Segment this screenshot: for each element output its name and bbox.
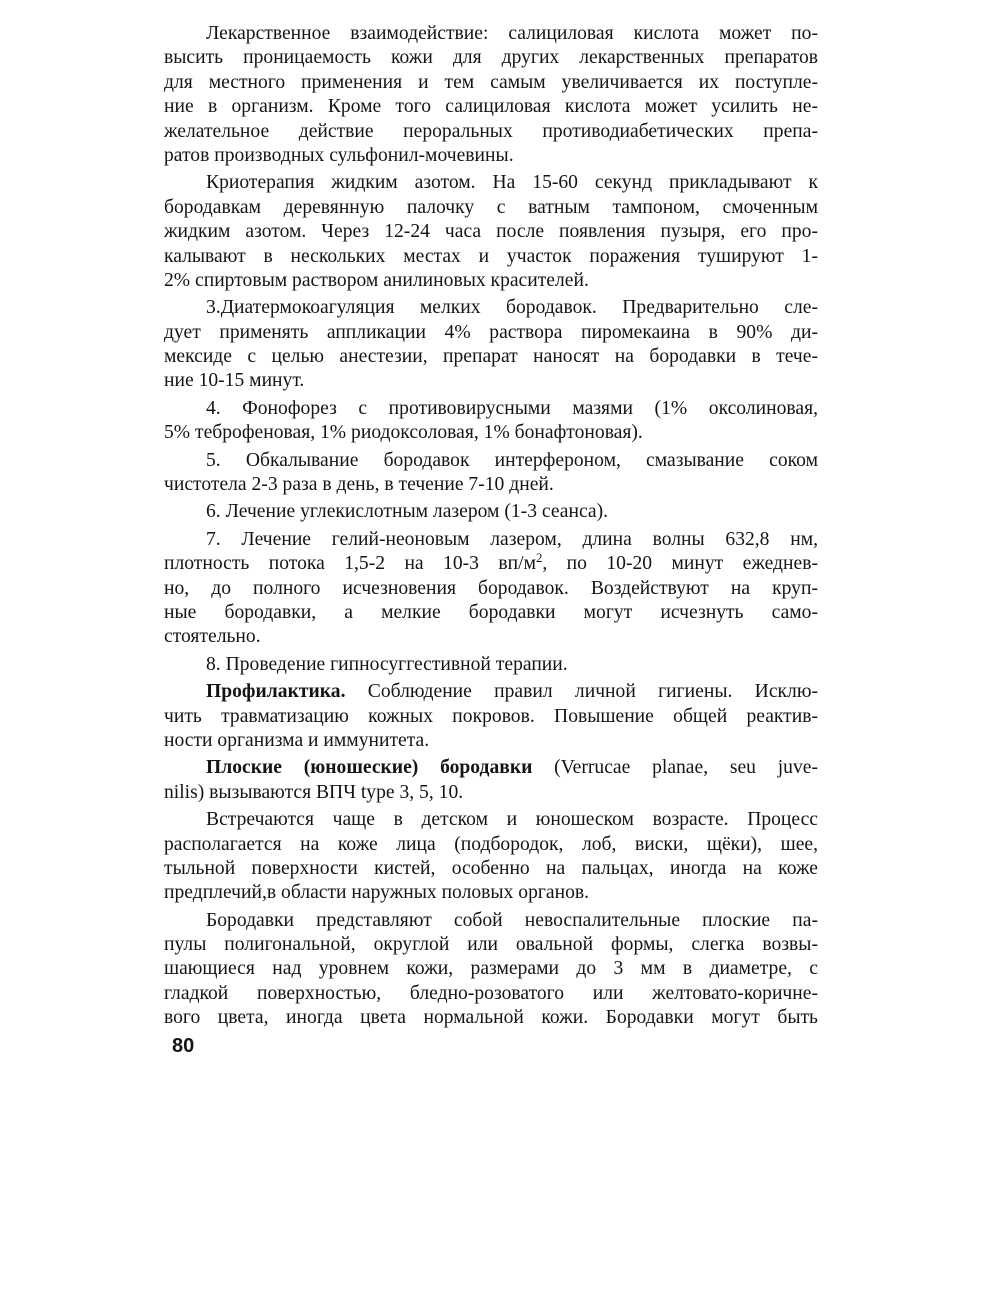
paragraph-helium-neon-laser (164, 528, 818, 650)
text-line: ние 10-15 минут. (164, 370, 305, 392)
paragraph-flat-warts-description (164, 909, 818, 1031)
paragraph-phonophoresis (164, 397, 818, 446)
text-line: чить травматизацию кожных покровов. Повышение общей реактив- (164, 705, 818, 727)
text-line: nilis) вызываются ВПЧ type 3, 5, 10. (164, 781, 464, 803)
paragraph-diathermocoagulation (164, 296, 818, 394)
text-line: Бородавки представляют собой невоспалительные плоские па- (206, 909, 818, 931)
text-fragment: (Verrucae planae, seu juve- (532, 757, 818, 779)
text-line (164, 552, 818, 576)
document-page (164, 22, 818, 1031)
text-line: 5. Обкалывание бородавок интерфероном, смазывание соком (206, 449, 818, 471)
text-line: высить проницаемость кожи для других лекарственных препаратов (164, 47, 818, 69)
text-fragment: плотность потока 1,5-2 на 10-3 вп/м (164, 553, 536, 575)
text-line: 4. Фонофорез с противовирусными мазями (1% оксолиновая, (206, 397, 818, 419)
text-line: ные бородавки, а мелкие бородавки могут исчезнуть само- (164, 601, 818, 623)
text-line: предплечий,в области наружных половых органов. (164, 882, 590, 904)
section-heading: Профилактика. (206, 681, 346, 703)
text-line: располагается на коже лица (подбородок, лоб, виски, щёки), шее, (164, 833, 818, 855)
text-line (164, 680, 818, 704)
paragraph-flat-warts-location (164, 808, 818, 906)
text-line: Лекарственное взаимодействие: салициловая кислота может по- (206, 23, 818, 44)
text-line: гладкой поверхностью, бледно-розоватого или желтовато-коричне- (164, 982, 818, 1004)
text-line: ратов производных сульфонил-мочевины. (164, 144, 514, 166)
text-line: Криотерапия жидким азотом. На 15-60 секунд прикладывают к (206, 172, 818, 194)
text-line: калывают в нескольких местах и участок поражения тушируют 1- (164, 245, 818, 267)
paragraph-co2-laser (164, 500, 818, 524)
paragraph-hypnosuggestive (164, 653, 818, 677)
text-line (164, 756, 818, 780)
text-line: дует применять аппликации 4% раствора пиромекаина в 90% ди- (164, 321, 818, 343)
text-line: ности организма и иммунитета. (164, 729, 430, 751)
text-line: стоятельно. (164, 626, 261, 648)
text-line: мексиде с целью анестезии, препарат наносят на бородавки в тече- (164, 346, 818, 368)
text-line: тыльной поверхности кистей, особенно на пальцах, иногда на коже (164, 857, 818, 879)
text-line: 3.Диатермокоагуляция мелких бородавок. Предварительно сле- (206, 297, 818, 319)
section-heading: Плоские (юношеские) бородавки (206, 757, 533, 779)
text-fragment: Соблюдение правил личной гигиены. Исклю- (345, 681, 818, 703)
text-line: 5% теброфеновая, 1% риодоксоловая, 1% бонафтоновая). (164, 422, 643, 444)
text-line: жидким азотом. Через 12-24 часа после появления пузыря, его про- (164, 221, 818, 243)
text-line: 8. Проведение гипносуггестивной терапии. (206, 653, 568, 675)
text-line: вого цвета, иногда цвета нормальной кожи. Бородавки могут быть (164, 1007, 818, 1029)
page-number: 80 (172, 1035, 195, 1057)
text-line: но, до полного исчезновения бородавок. Воздействуют на круп- (164, 577, 818, 599)
text-line: 7. Лечение гелий-неоновым лазером, длина волны 632,8 нм, (206, 528, 818, 550)
paragraph-interferon (164, 449, 818, 498)
text-fragment: , по 10-20 минут ежеднев- (542, 553, 818, 575)
paragraph-flat-warts-heading (164, 756, 818, 805)
paragraph-cryotherapy (164, 171, 818, 293)
paragraph-prevention (164, 680, 818, 753)
text-line: бородавкам деревянную палочку с ватным тампоном, смоченным (164, 196, 818, 218)
text-line: ние в организм. Кроме того салициловая кислота может усилить не- (164, 96, 818, 118)
text-line: шающиеся над уровнем кожи, размерами до 3 мм в диаметре, с (164, 958, 818, 980)
superscript: 2 (535, 552, 543, 566)
text-line: Встречаются чаще в детском и юношеском возрасте. Процесс (206, 809, 818, 831)
text-line: для местного применения и тем самым увеличивается их поступле- (164, 71, 818, 93)
paragraph-drug-interaction (164, 22, 818, 168)
text-line: 2% спиртовым раствором анилиновых красителей. (164, 269, 589, 291)
text-line: 6. Лечение углекислотным лазером (1-3 сеанса). (206, 501, 608, 523)
text-line: чистотела 2-3 раза в день, в течение 7-10 дней. (164, 474, 554, 496)
text-line: пулы полигональной, округлой или овальной формы, слегка возвы- (164, 934, 818, 956)
text-line: желательное действие пероральных противодиабетических препа- (164, 120, 818, 142)
